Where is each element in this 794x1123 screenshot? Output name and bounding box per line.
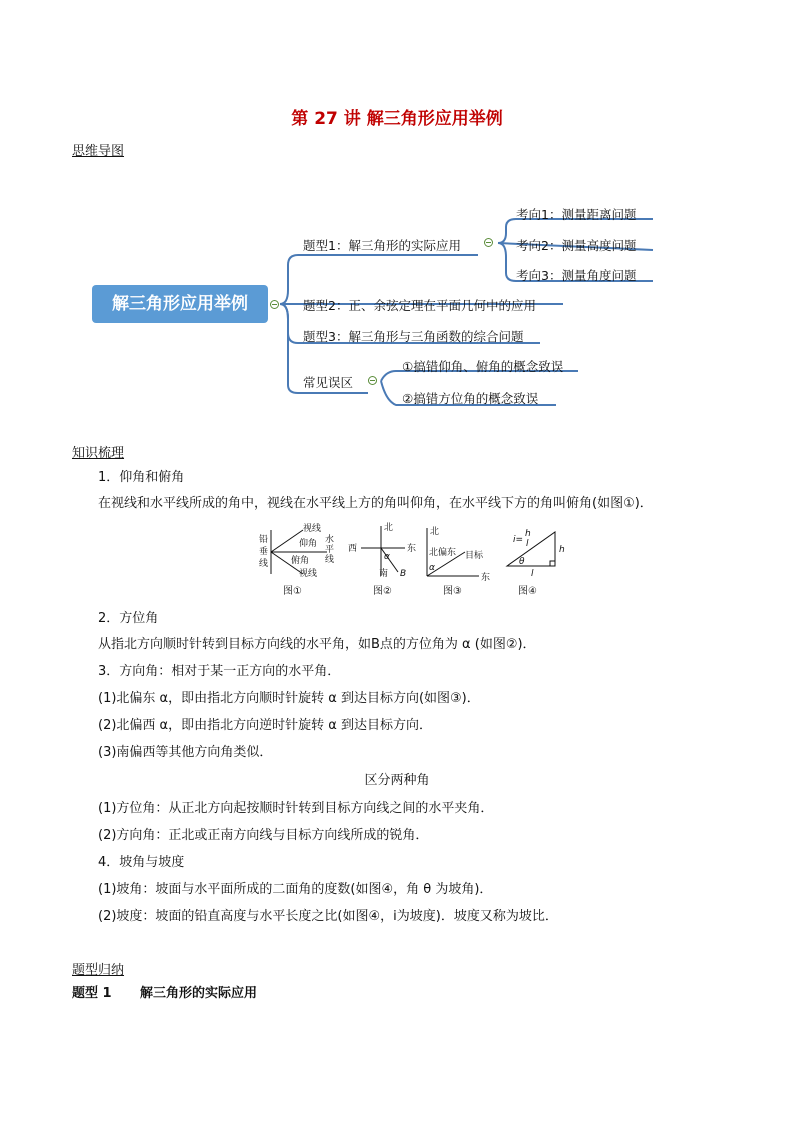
fig3-alpha: α: [429, 563, 435, 573]
item-para-4b: (2)方向角：正北或正南方向线与目标方向线所成的锐角．: [98, 828, 429, 843]
type1-label: 题型 1: [72, 986, 112, 1001]
mindmap-sub-height[interactable]: 考向2：测量高度问题: [516, 238, 637, 253]
item-heading-1: 1．仰角和俯角: [98, 470, 185, 485]
fig4-fraction-l: l: [526, 539, 529, 549]
item-para-3c: (3)南偏西等其他方向角类似．: [98, 745, 273, 760]
type1-title: 解三角形的实际应用: [140, 986, 258, 1001]
collapse-icon[interactable]: [368, 376, 377, 385]
fig1-horizontal-2: 平: [325, 545, 335, 555]
item-heading-3: 3．方向角：相对于某一正方向的水平角．: [98, 664, 341, 679]
fig3-north: 北: [430, 527, 440, 537]
item-para-4a: (1)方位角：从正北方向起按顺时针转到目标方向线之间的水平夹角．: [98, 801, 494, 816]
fig4-fraction-h: h: [525, 529, 531, 539]
fig1-vertical-2: 垂: [259, 547, 269, 557]
center-note: 区分两种角: [364, 773, 430, 788]
fig1-horizontal-1: 水: [325, 535, 335, 545]
fig1-sight-lower: 视线: [299, 569, 318, 579]
page-title: 第 27 讲 解三角形应用举例: [291, 109, 503, 129]
figure-1: [271, 530, 327, 574]
fig2-south: 南: [379, 569, 389, 579]
fig1-caption: 图①: [283, 586, 302, 597]
fig3-east: 东: [481, 573, 491, 583]
fig2-west: 西: [348, 544, 358, 554]
fig1-vertical-3: 线: [259, 559, 269, 569]
collapse-icon[interactable]: [484, 238, 493, 247]
mindmap-branch-type2[interactable]: 题型2：正、余弦定理在平面几何中的应用: [303, 298, 536, 313]
fig3-caption: 图③: [443, 586, 462, 597]
fig1-sight-upper: 视线: [303, 524, 322, 534]
mindmap-branch-type1[interactable]: 题型1：解三角形的实际应用: [303, 238, 461, 253]
fig2-north: 北: [384, 523, 394, 533]
item-heading-2: 2．方位角: [98, 611, 159, 626]
fig1-depression: 俯角: [291, 556, 310, 566]
fig2-east: 东: [407, 544, 417, 554]
fig1-horizontal-3: 线: [325, 555, 335, 565]
mindmap-heading: 思维导图: [72, 144, 125, 159]
item-heading-4: 4．坡角与坡度: [98, 855, 185, 870]
item-para-5a: (1)坡角：坡面与水平面所成的二面角的度数(如图④，角 θ 为坡角)．: [98, 882, 493, 897]
mindmap-sub-error2[interactable]: ②搞错方位角的概念致误: [402, 391, 539, 406]
mindmap-branch-errors[interactable]: 常见误区: [303, 375, 354, 390]
item-para-3b: (2)北偏西 α，即由指北方向逆时针旋转 α 到达目标方向．: [98, 718, 432, 733]
fig2-caption: 图②: [373, 586, 392, 597]
fig1-vertical-1: 铅: [259, 535, 269, 545]
figures: [255, 520, 575, 600]
fig2-point-b: B: [400, 569, 407, 579]
mindmap-sub-distance[interactable]: 考向1：测量距离问题: [516, 207, 637, 222]
knowledge-heading: 知识梳理: [72, 446, 125, 461]
fig4-caption: 图④: [518, 586, 537, 597]
types-heading: 题型归纳: [72, 963, 125, 978]
item-para-5b: (2)坡度：坡面的铅直高度与水平长度之比(如图④，i为坡度)．坡度又称为坡比．: [98, 909, 558, 924]
item-para-3a: (1)北偏东 α，即由指北方向顺时针旋转 α 到达目标方向(如图③)．: [98, 691, 480, 706]
fig2-alpha: α: [384, 552, 390, 562]
fig1-elevation: 仰角: [299, 539, 318, 549]
mindmap-branch-type3[interactable]: 题型3：解三角形与三角函数的综合问题: [303, 329, 524, 344]
fig4-theta: θ: [519, 557, 525, 567]
item-para-2: 从指北方向顺时针转到目标方向线的水平角，如B点的方位角为 α (如图②)．: [98, 637, 536, 652]
mindmap-sub-error1[interactable]: ①搞错仰角、俯角的概念致误: [402, 359, 564, 374]
fig3-north-east: 北偏东: [429, 548, 457, 558]
item-para-1: 在视线和水平线所成的角中，视线在水平线上方的角叫仰角，在水平线下方的角叫俯角(如图①)．: [98, 496, 653, 511]
fig3-target: 目标: [465, 551, 484, 561]
fig4-height: h: [559, 545, 565, 555]
mindmap-root[interactable]: 解三角形应用举例: [92, 285, 268, 323]
mindmap-sub-angle[interactable]: 考向3：测量角度问题: [516, 268, 637, 283]
fig4-slope-i: i=: [513, 535, 524, 545]
fig4-length: l: [531, 569, 534, 579]
